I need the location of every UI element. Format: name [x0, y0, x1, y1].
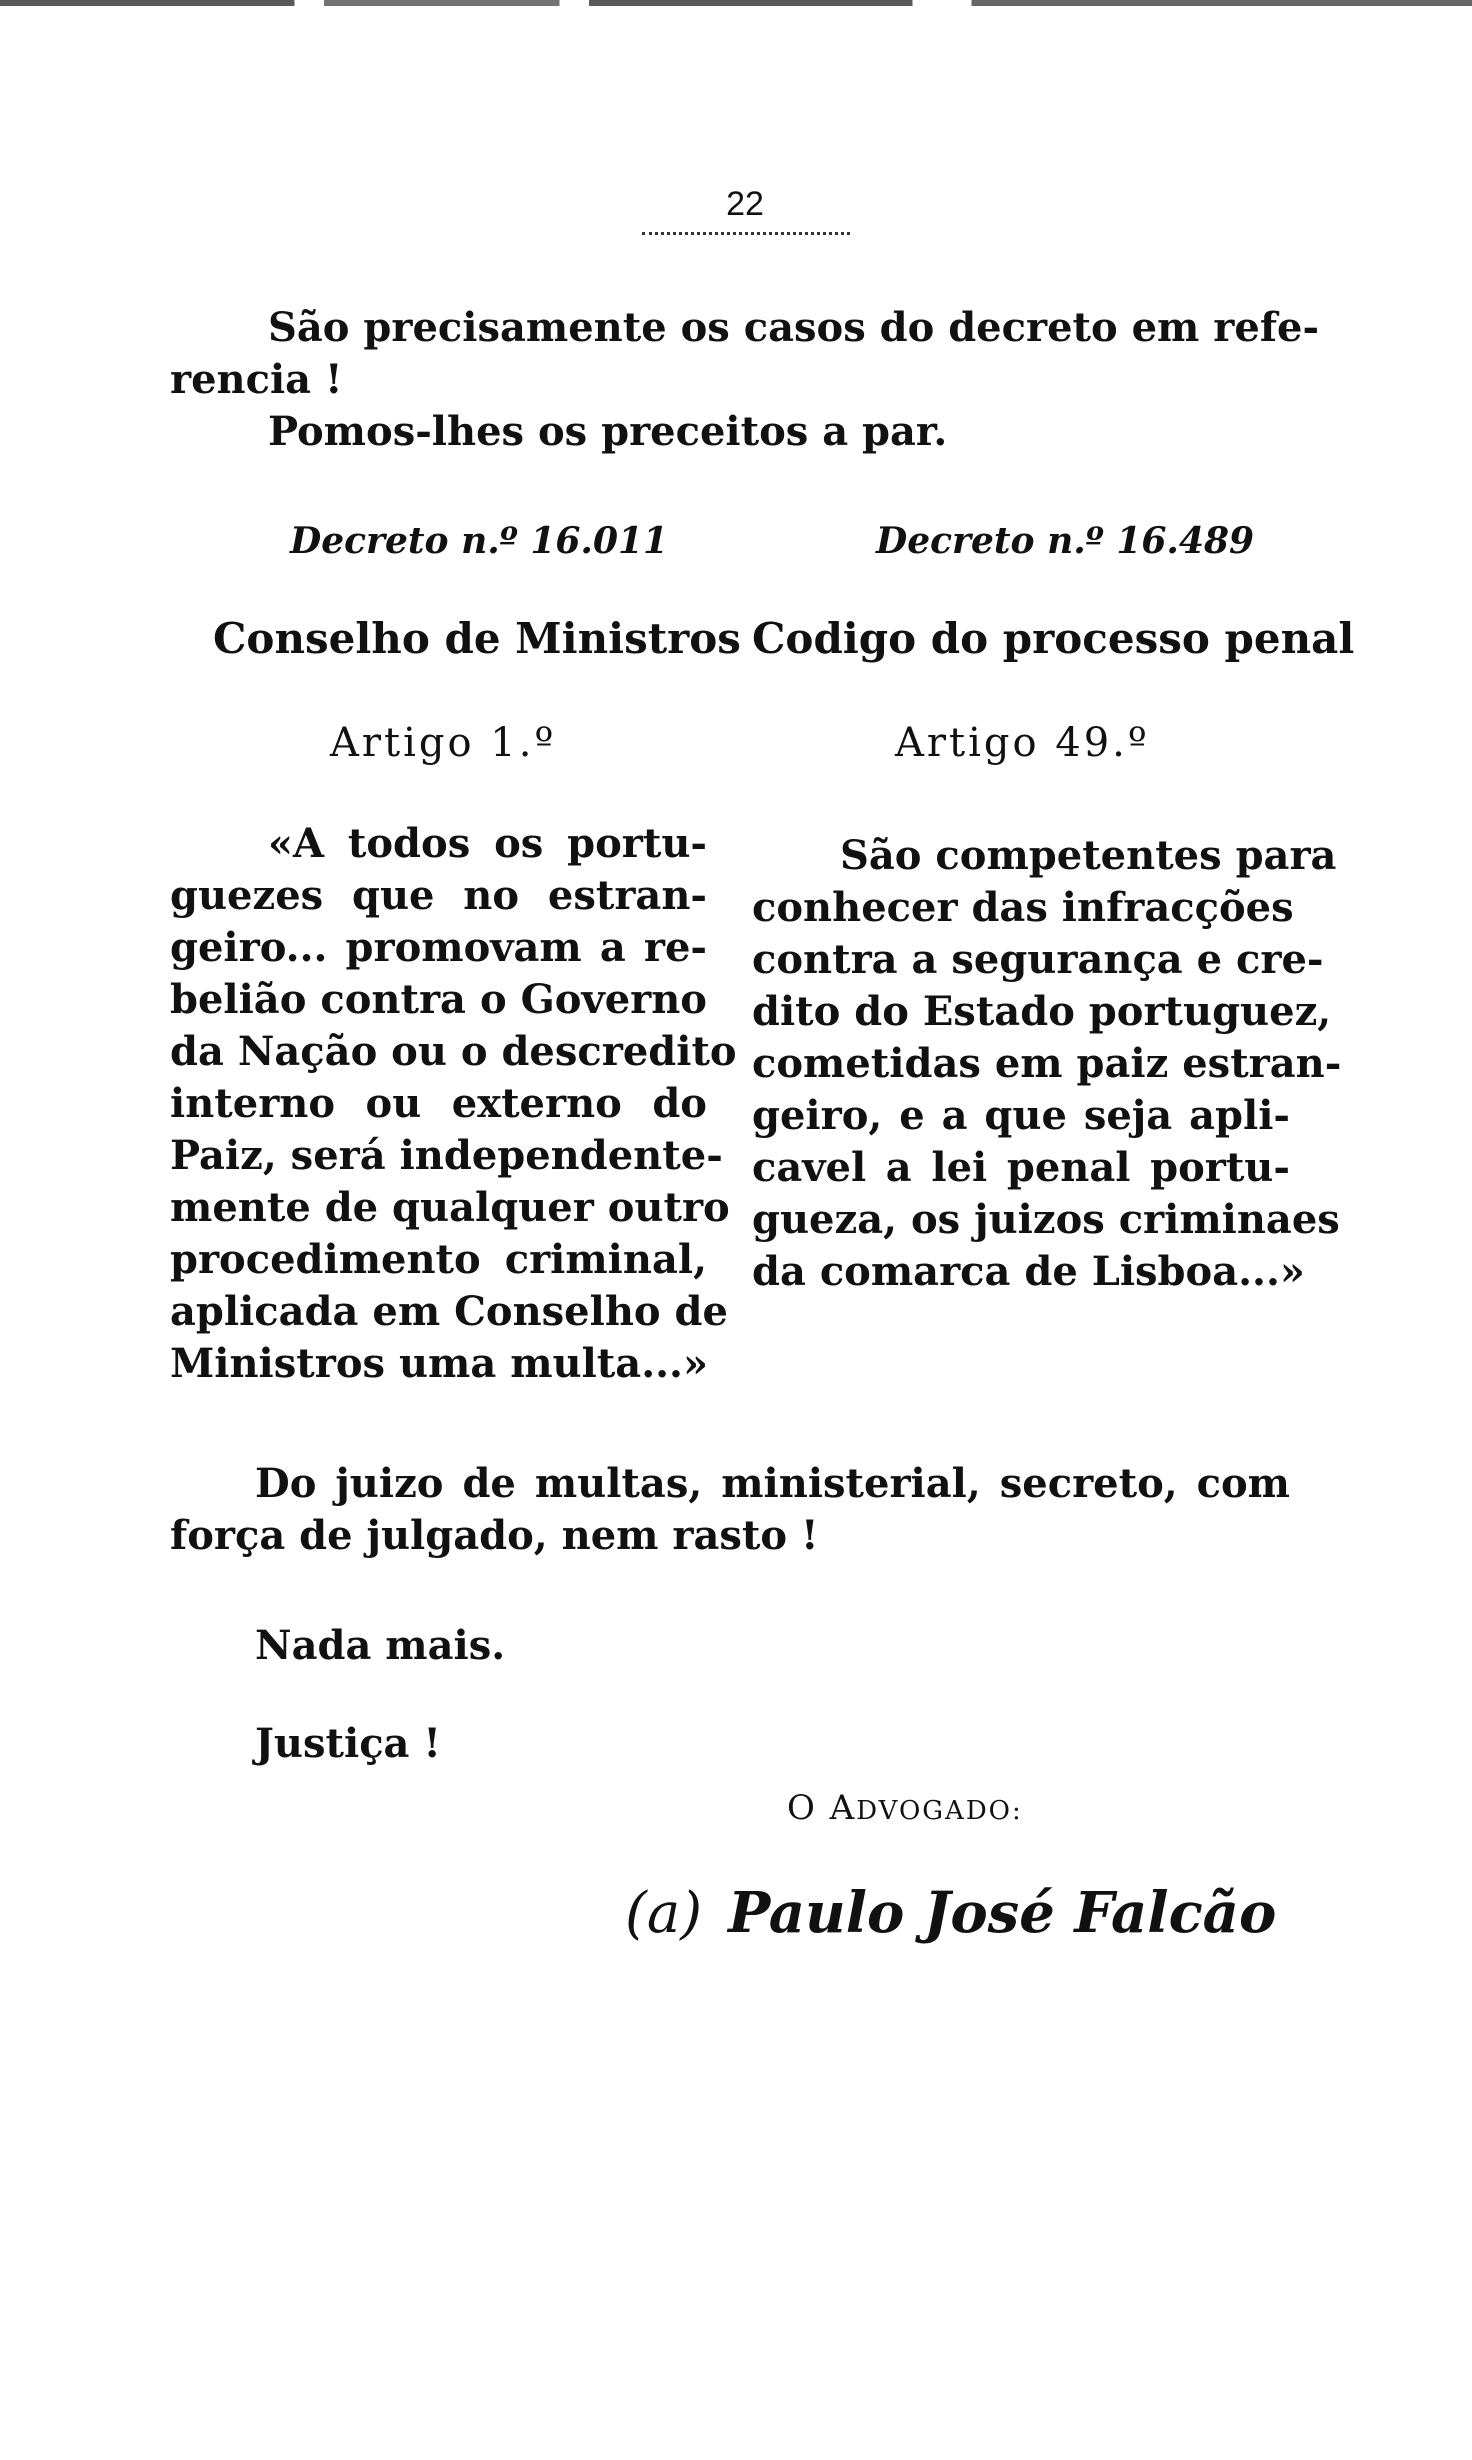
left-line: guezes que no estran-: [170, 872, 707, 919]
right-line: dito do Estado portuguez,: [752, 988, 1332, 1035]
left-line: belião contra o Governo: [170, 976, 707, 1023]
left-column-text: [170, 818, 737, 1390]
right-line: São competentes para: [840, 832, 1337, 879]
signature-name: Paulo José Falcão: [728, 1880, 1277, 1946]
left-line: aplicada em Conselho de: [170, 1288, 728, 1335]
intro-paragraph: [170, 302, 1320, 458]
right-line: contra a segurança e cre-: [752, 936, 1324, 983]
right-artigo-label: Artigo 49.º: [895, 720, 1150, 766]
right-line: cometidas em paiz estran-: [752, 1040, 1342, 1087]
left-line: da Nação ou o descredito: [170, 1028, 737, 1075]
right-line: gueza, os juizos criminaes: [752, 1196, 1340, 1243]
advogado-initial: O A: [787, 1788, 857, 1828]
right-line: geiro, e a que seja apli-: [752, 1092, 1290, 1139]
advogado-rest: DVOGADO:: [856, 1796, 1023, 1826]
right-heading: Codigo do processo penal: [752, 614, 1355, 663]
justica: Justiça !: [255, 1720, 441, 1767]
left-heading: Conselho de Ministros: [213, 614, 741, 663]
closing-paragraph: [170, 1458, 1290, 1562]
signature-prefix: (a): [625, 1881, 703, 1946]
page-number: 22: [726, 185, 764, 223]
left-line: geiro... promovam a re-: [170, 924, 707, 971]
intro-line-3: Pomos-lhes os preceitos a par.: [268, 408, 948, 455]
right-line: conhecer das infracções: [752, 884, 1294, 931]
left-line: interno ou externo do: [170, 1080, 707, 1127]
closing-line-2: força de julgado, nem rasto !: [170, 1512, 819, 1559]
intro-line-2: rencia !: [170, 356, 343, 403]
left-line: «A todos os portu-: [268, 820, 707, 867]
left-decreto-label: Decreto n.º 16.011: [290, 520, 669, 562]
page-number-rule: [642, 232, 850, 235]
intro-line-1: São precisamente os casos do decreto em refe-: [268, 304, 1320, 351]
closing-line-1: Do juizo de multas, ministerial, secreto, com: [255, 1460, 1290, 1507]
signature: [625, 1880, 1276, 1946]
nada-mais: Nada mais.: [255, 1622, 506, 1669]
right-line: cavel a lei penal portu-: [752, 1144, 1290, 1191]
top-edge-rule: [0, 0, 1472, 6]
left-line: procedimento criminal,: [170, 1236, 707, 1283]
left-line: Ministros uma multa...»: [170, 1340, 708, 1387]
left-line: mente de qualquer outro: [170, 1184, 730, 1231]
right-decreto-label: Decreto n.º 16.489: [876, 520, 1255, 562]
right-column-text: [752, 830, 1342, 1298]
left-line: Paiz, será independente-: [170, 1132, 723, 1179]
left-artigo-label: Artigo 1.º: [330, 720, 557, 766]
right-line: da comarca de Lisboa...»: [752, 1248, 1305, 1295]
advogado-label: [787, 1788, 1023, 1828]
